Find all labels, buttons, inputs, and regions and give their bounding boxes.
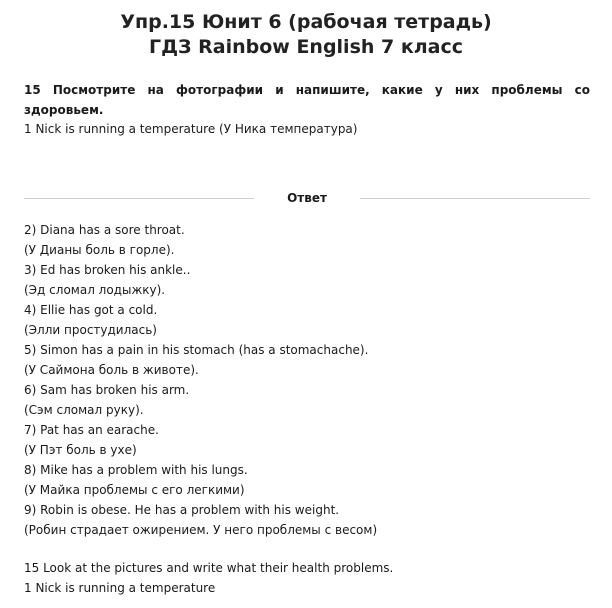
- answer-divider: [24, 188, 590, 208]
- page-title-line1: Упр.15 Юнит 6 (рабочая тетрадь): [120, 11, 492, 33]
- task-example: 1 Nick is running a temperature (У Ника температура): [24, 122, 358, 136]
- divider-rule-right: [360, 198, 590, 199]
- answer-line: (У Пэт боль в ухе): [24, 443, 137, 457]
- answer-line: (Сэм сломал руку).: [24, 403, 144, 417]
- answer-line: 2) Diana has a sore throat.: [24, 223, 185, 237]
- english-task-instruction: 15 Look at the pictures and write what their health problems.: [24, 561, 394, 575]
- answer-line: 6) Sam has broken his arm.: [24, 383, 190, 397]
- answer-line: 5) Simon has a pain in his stomach (has a stomachache).: [24, 343, 369, 357]
- answer-line: (У Дианы боль в горле).: [24, 243, 175, 257]
- english-task-example: 1 Nick is running a temperature: [24, 581, 216, 595]
- answer-line: 8) Mike has a problem with his lungs.: [24, 463, 248, 477]
- answer-heading: Ответ: [287, 191, 327, 205]
- page-title-line2: ГДЗ Rainbow English 7 класс: [148, 36, 464, 58]
- answer-line: (Элли простудилась): [24, 323, 157, 337]
- answer-line: 3) Ed has broken his ankle..: [24, 263, 191, 277]
- answer-list: [24, 220, 377, 540]
- task-instruction: 15 Посмотрите на фотографии и напишите, какие у них проблемы со здоровьем.: [24, 83, 590, 117]
- answer-line: 7) Pat has an earache.: [24, 423, 159, 437]
- answer-line: (Эд сломал лодыжку).: [24, 283, 166, 297]
- answer-line: 4) Ellie has got a cold.: [24, 303, 158, 317]
- answer-line: 9) Robin is obese. He has a problem with his weight.: [24, 503, 340, 517]
- english-task: [24, 558, 393, 598]
- answer-line: (У Саймона боль в животе).: [24, 363, 199, 377]
- answer-line: (Робин страдает ожирением. У него проблемы с весом): [24, 523, 378, 537]
- answer-line: (У Майка проблемы с его легкими): [24, 483, 245, 497]
